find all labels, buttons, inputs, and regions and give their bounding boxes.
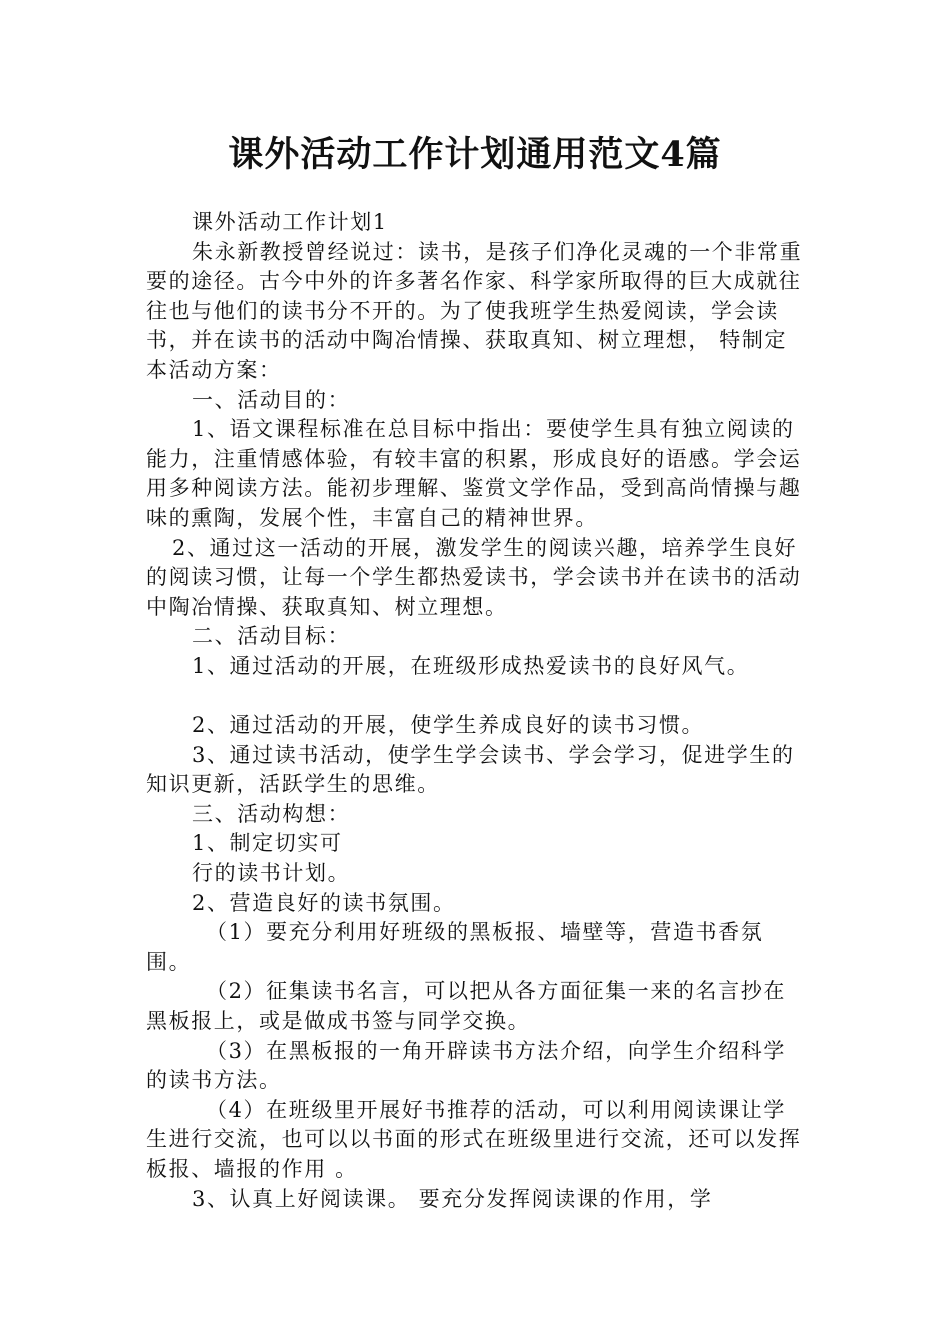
section-heading: 三、活动构想： xyxy=(192,801,351,826)
paragraph: （4）在班级里开展好书推荐的活动，可以利用阅读课让学生进行交流，也可以以书面的形式在班级里进行交流，还可以发挥板报、墙报的作用 。 xyxy=(146,1097,802,1181)
document-body xyxy=(146,208,808,1214)
paragraph: （3）在黑板报的一角开辟读书方法介绍，向学生介绍科学的读书方法。 xyxy=(146,1038,786,1093)
paragraph: 3、认真上好阅读课。 要充分发挥阅读课的作用，学 xyxy=(192,1186,713,1211)
paragraph: 1、语文课程标准在总目标中指出：要使学生具有独立阅读的能力，注重情感体验，有较丰富的积累，形成良好的语感。学会运用多种阅读方法。能初步理解、鉴赏文学作品，受到高尚情操与趣味的熏陶，发展个性，丰富自己的精神世界。 xyxy=(146,417,802,530)
paragraph: 行的读书计划。 xyxy=(192,861,351,886)
paragraph: （1）要充分利用好班级的黑板报、墙壁等，营造书香氛围。 xyxy=(146,920,764,974)
blank-line xyxy=(146,682,808,712)
paragraph: 2、通过活动的开展，使学生养成良好的读书习惯。 xyxy=(192,713,705,738)
section-heading: 二、活动目标： xyxy=(192,624,351,649)
paragraph: 2、营造良好的读书氛围。 xyxy=(192,890,456,915)
paragraph: 朱永新教授曾经说过：读书，是孩子们净化灵魂的一个非常重要的途径。古今中外的许多著名作家、科学家所取得的巨大成就往往也与他们的读书分不开的。为了使我班学生热爱阅读，学会读书，并在读书的活动中陶冶情操、获取真知、树立理想， 特制定本活动方案： xyxy=(146,239,803,382)
paragraph: 2、通过这一活动的开展，激发学生的阅读兴趣，培养学生良好的阅读习惯，让每一个学生都热爱读书，学会读书并在读书的活动中陶冶情操、获取真知、树立理想。 xyxy=(146,535,802,619)
document-title: 课外活动工作计划通用范文4篇 xyxy=(228,134,722,175)
paragraph: 1、制定切实可 xyxy=(192,831,343,856)
section-heading: 一、活动目的： xyxy=(192,387,351,412)
paragraph: （2）征集读书名言，可以把从各方面征集一来的名言抄在黑板报上，或是做成书签与同学交换。 xyxy=(146,979,786,1034)
paragraph: 1、通过活动的开展，在班级形成热爱读书的良好风气。 xyxy=(192,653,750,678)
paragraph: 3、通过读书活动，使学生学会读书、学会学习，促进学生的知识更新，活跃学生的思维。 xyxy=(146,742,795,797)
section-heading: 课外活动工作计划1 xyxy=(192,210,388,234)
